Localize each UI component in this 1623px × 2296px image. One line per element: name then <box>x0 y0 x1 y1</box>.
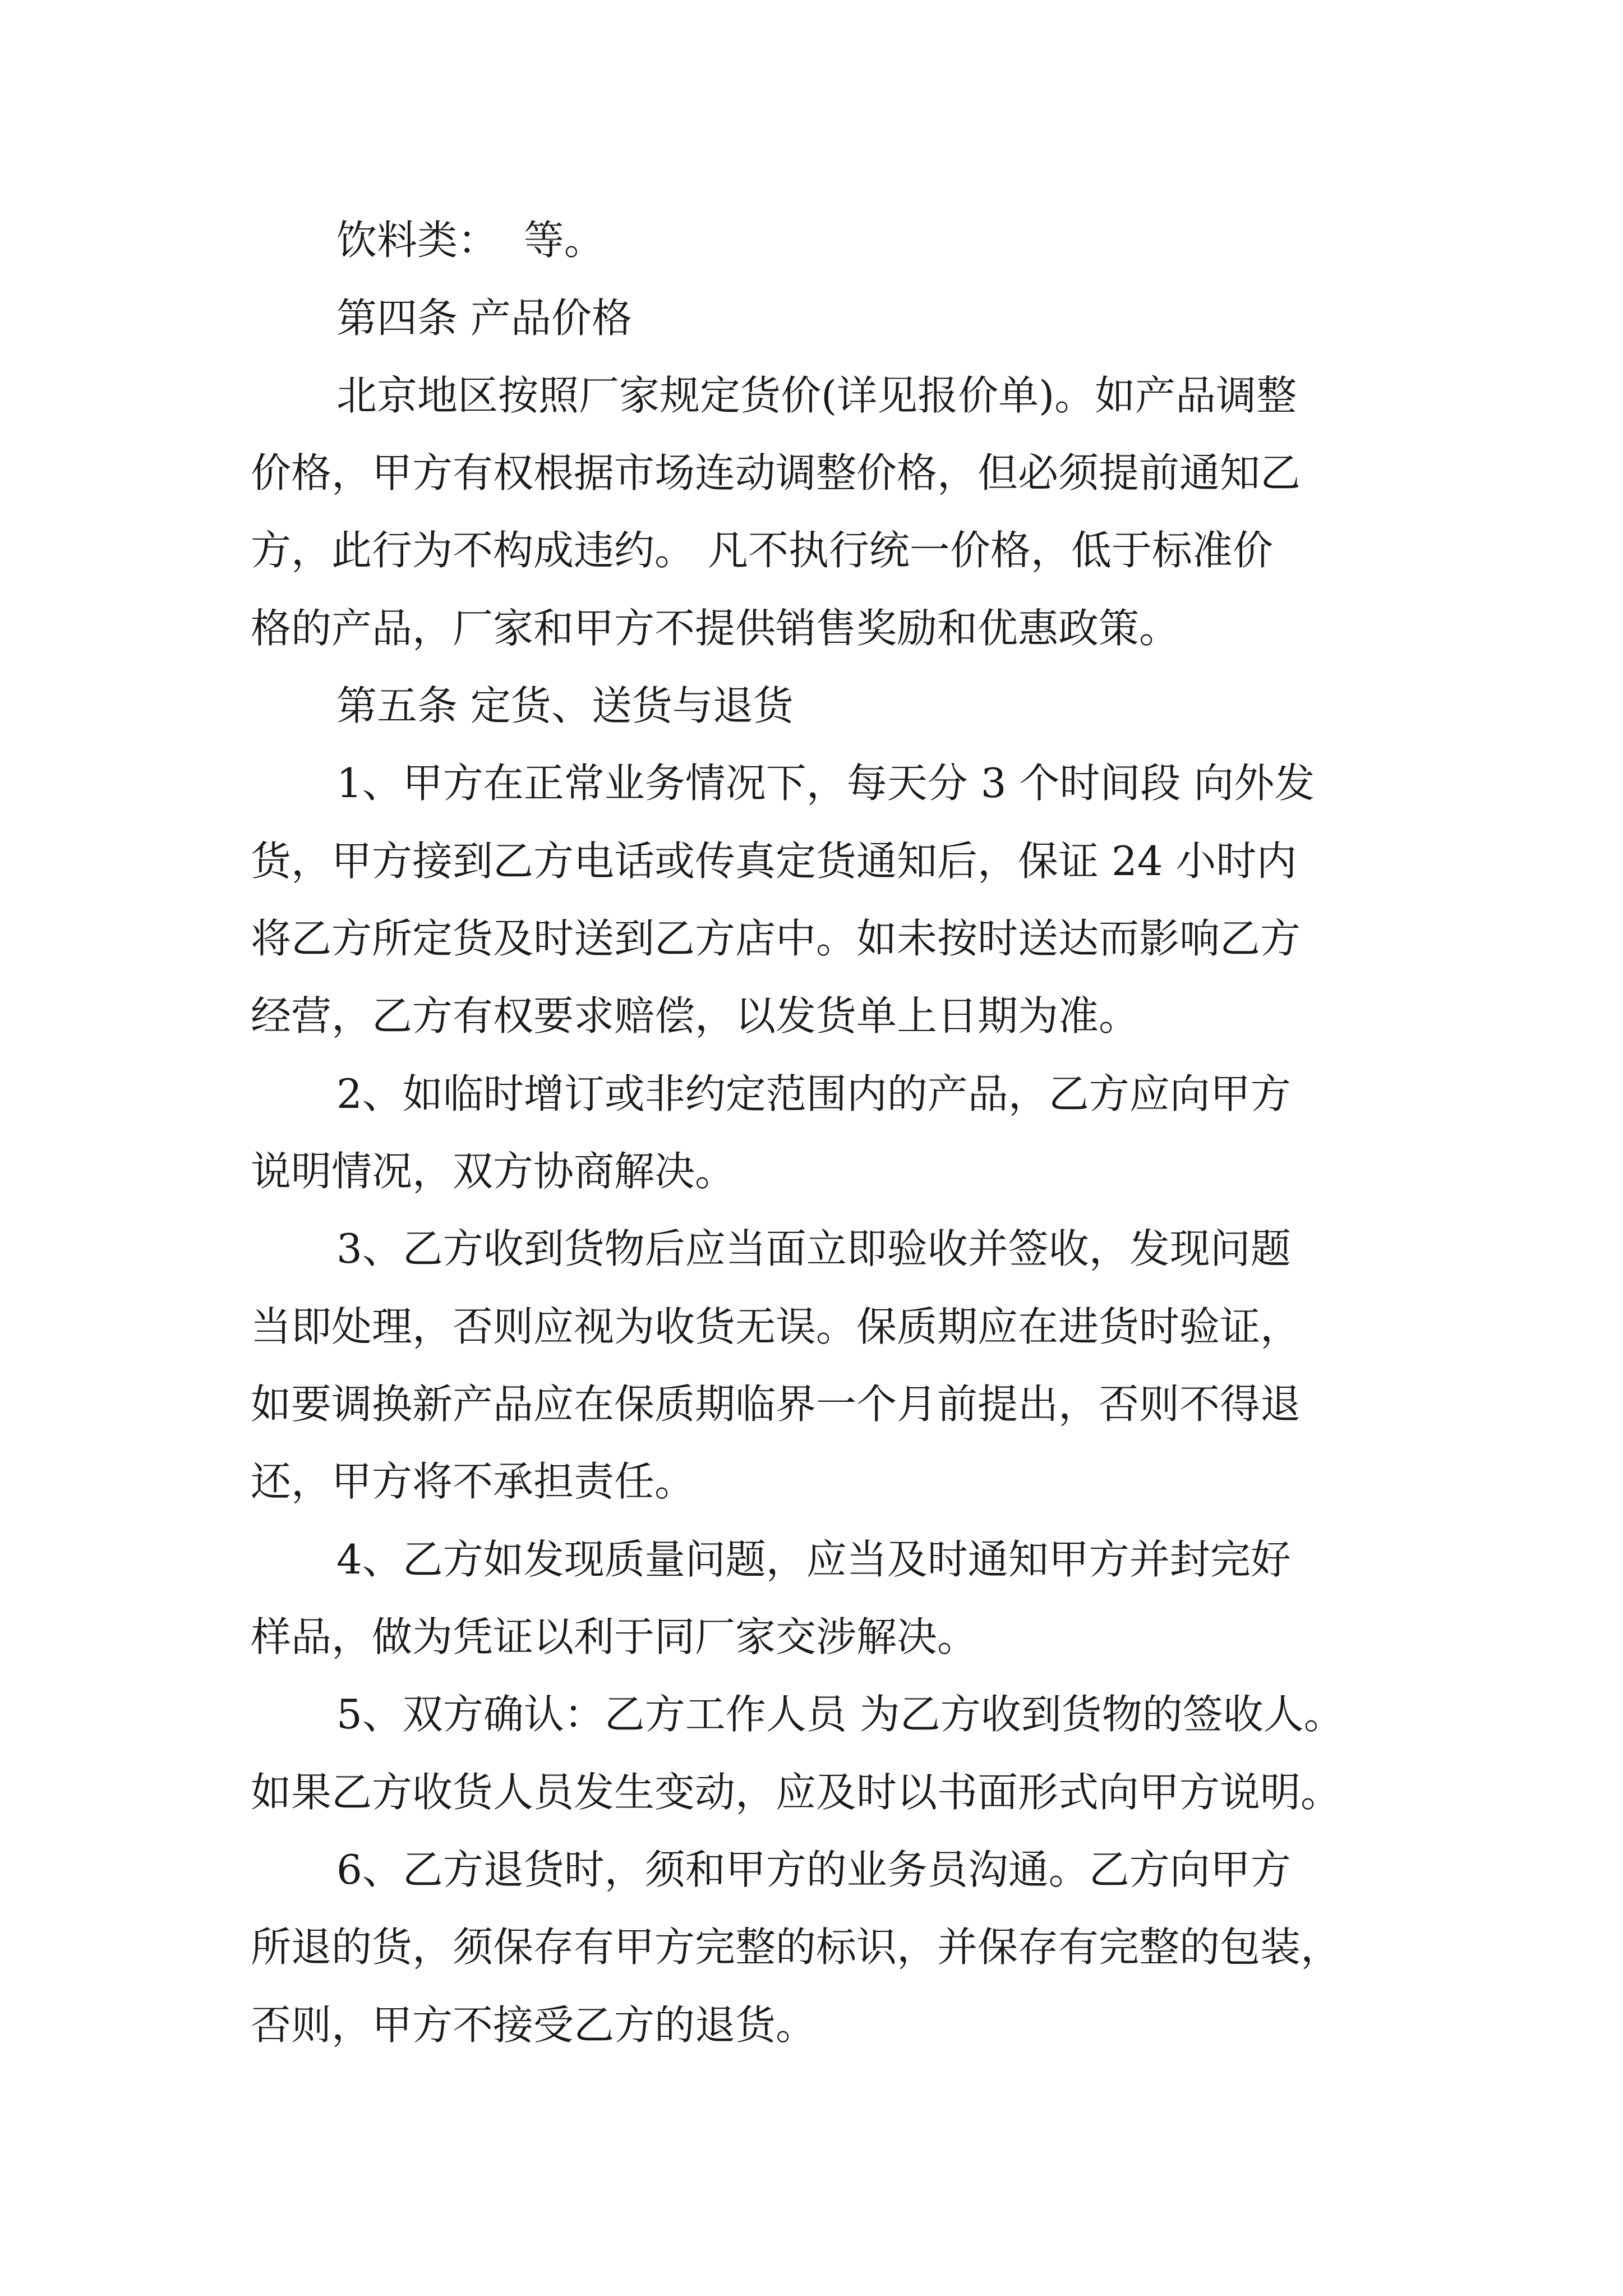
section-heading: 第四条 产品价格 <box>336 295 632 342</box>
text-line: 如果乙方收货人员发生变动，应及时以书面形式向甲方说明。 <box>251 1769 1341 1816</box>
text-line: 北京地区按照厂家规定货价(详见报价单)。如产品调整 <box>336 372 1297 419</box>
text-line: 格的产品，厂家和甲方不提供销售奖励和优惠政策。 <box>251 605 1180 652</box>
text-line: 6、乙方退货时，须和甲方的业务员沟通。乙方向甲方 <box>336 1846 1291 1893</box>
text-line: 样品，做为凭证以利于同厂家交涉解决。 <box>251 1613 978 1660</box>
text-line: 4、乙方如发现质量问题，应当及时通知甲方并封完好 <box>336 1536 1291 1583</box>
text-line: 说明情况，双方协商解决。 <box>251 1148 736 1195</box>
text-line: 1、甲方在正常业务情况下，每天分 3 个时间段 向外发 <box>336 760 1315 807</box>
text-line: 5、双方确认：乙方工作人员 为乙方收到货物的签收人。 <box>336 1691 1344 1738</box>
text-line: 当即处理，否则应视为收货无误。保质期应在进货时验证， <box>251 1303 1301 1350</box>
text-line: 饮料类： 等。 <box>336 217 605 264</box>
text-line: 经营，乙方有权要求赔偿，以发货单上日期为准。 <box>251 992 1140 1039</box>
text-line: 价格，甲方有权根据市场连动调整价格，但必须提前通知乙 <box>251 449 1301 496</box>
section-heading: 第五条 定货、送货与退货 <box>336 682 794 729</box>
text-line: 所退的货，须保存有甲方完整的标识，并保存有完整的包装， <box>251 1924 1341 1971</box>
text-line: 2、如临时增订或非约定范围内的产品，乙方应向甲方 <box>336 1070 1291 1117</box>
text-line: 否则，甲方不接受乙方的退货。 <box>251 2001 817 2049</box>
text-line: 货，甲方接到乙方电话或传真定货通知后，保证 24 小时内 <box>251 838 1297 885</box>
text-line: 如要调换新产品应在保质期临界一个月前提出，否则不得退 <box>251 1381 1301 1428</box>
text-line: 方，此行为不构成违约。 凡不执行统一价格，低于标准价 <box>251 527 1273 574</box>
text-line: 将乙方所定货及时送到乙方店中。如未按时送达而影响乙方 <box>251 915 1301 962</box>
text-line: 3、乙方收到货物后应当面立即验收并签收，发现问题 <box>336 1225 1291 1272</box>
text-line: 还，甲方将不承担责任。 <box>251 1458 695 1505</box>
